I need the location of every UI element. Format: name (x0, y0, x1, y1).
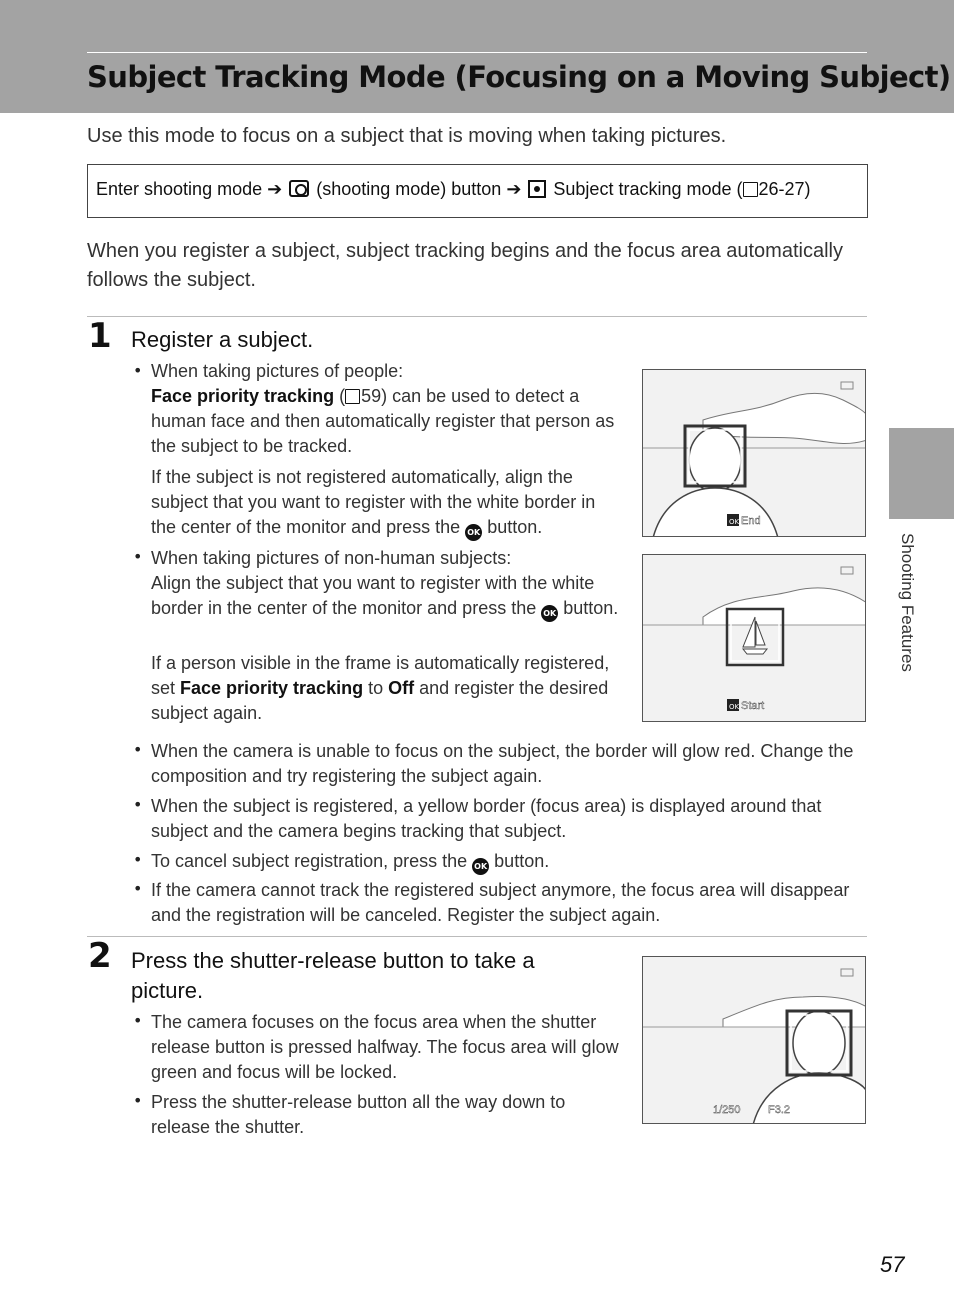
bullet-dot: • (133, 850, 143, 869)
bullet-dot: • (133, 795, 143, 814)
bullet-dot: • (133, 547, 143, 566)
step-1-bullet-3: When the camera is unable to focus on the subject, the border will glow red. Change the composition and try registering the subject again. (151, 741, 854, 786)
intro-text: Use this mode to focus on a subject that is moving when taking pictures. (87, 125, 727, 147)
step-1-bullet-1-para2 (151, 465, 621, 541)
step-1-bullet-2 (151, 546, 621, 622)
description-text: When you register a subject, subject tracking begins and the focus area automatically follows the subject. (87, 240, 843, 291)
divider (87, 936, 867, 937)
step-1-bullet-4: When the subject is registered, a yellow border (focus area) is displayed around that subject and the camera begins tracking that subject. (151, 796, 822, 841)
step-1-number: 1 (88, 316, 112, 356)
step-2-bullet-2: Press the shutter-release button all the way down to release the shutter. (151, 1092, 566, 1137)
bullet-5-text-end: button. (489, 851, 550, 871)
step-1-bullet-2-para2 (151, 651, 621, 726)
monitor-figure-focus-locked (642, 956, 866, 1124)
header-band (0, 0, 954, 113)
step-1-heading: Register a subject. (131, 327, 314, 352)
subject-tracking-icon (528, 180, 546, 198)
nav-ref: 26-27) (758, 179, 811, 199)
nav-part3: Subject tracking mode ( (548, 179, 743, 199)
side-tab (889, 428, 954, 519)
ok-button-icon: OK (541, 605, 558, 622)
bullet-dot: • (133, 1091, 143, 1110)
step-2-number: 2 (88, 936, 112, 976)
bullet-5-text: To cancel subject registration, press the (151, 851, 473, 871)
step-2-heading: Press the shutter-release button to take a picture. (131, 948, 535, 1003)
bullet-1-intro: When taking pictures of people: (151, 361, 404, 381)
bullet-dot: • (133, 740, 143, 759)
step-2-bullet-1: The camera focuses on the focus area when the shutter release button is pressed halfway. The focus area will glow green and focus will be locked. (151, 1012, 619, 1082)
para2-text: If a person visible in the frame is automatically registered, set (151, 653, 610, 698)
para2-text-end: button. (482, 517, 543, 537)
nav-part1: Enter shooting mode ➔ (96, 179, 288, 199)
step-1-bullet-6: If the camera cannot track the registered subject anymore, the focus area will disappear and the registration will be canceled. Register the subject again. (151, 880, 850, 925)
aperture-readout: F3.2 (768, 1104, 791, 1116)
face-priority-label: Face priority tracking (151, 386, 335, 406)
page-title: Subject Tracking Mode (Focusing on a Moving Subject) (87, 60, 951, 94)
para2-text-end: and register the desired subject again. (151, 678, 609, 723)
shutter-speed-readout: 1/250 (713, 1104, 741, 1116)
nav-part2: (shooting mode) button ➔ (311, 179, 527, 199)
header-rule (87, 52, 867, 53)
step-1-bullet-1 (151, 359, 621, 459)
monitor-figure-boat (642, 554, 866, 722)
face-priority-label: Face priority tracking (180, 678, 364, 698)
bullet-dot: • (133, 1011, 143, 1030)
mode-navigation-text (96, 179, 811, 200)
para2-to: to (363, 678, 389, 698)
page-number: 57 (880, 1252, 905, 1277)
bullet-2-intro: When taking pictures of non-human subjects: (151, 548, 512, 568)
ok-button-icon: OK (465, 524, 482, 541)
fig1-end-label: End (741, 515, 761, 527)
bullet-2-text-end: button. (558, 598, 619, 618)
bullet-dot: • (133, 879, 143, 898)
bullet-2-text: Align the subject that you want to register with the white border in the center of the monitor and press the (151, 573, 595, 618)
mode-navigation-box (87, 164, 868, 218)
ok-button-icon: OK (472, 858, 489, 875)
fig2-start-label: Start (741, 700, 765, 712)
camera-icon (289, 180, 309, 197)
step-1-bullet-5 (151, 849, 867, 875)
bullet-dot: • (133, 361, 143, 380)
side-tab-label: Shooting Features (898, 533, 917, 672)
off-label: Off (388, 678, 415, 698)
bullet-1-ref: 59) can be used to detect a human face and then automatically register that person as the subject to be tracked. (151, 386, 615, 456)
divider (87, 316, 867, 317)
book-ref-icon (743, 182, 758, 197)
ok-label: OK (729, 703, 740, 711)
para2-text: If the subject is not registered automatically, align the subject that you want to register with the white border in the center of the monitor and press the (151, 467, 596, 537)
paren: ( (334, 386, 346, 406)
ok-label: OK (729, 518, 740, 526)
book-ref-icon (345, 389, 360, 404)
monitor-figure-face-registered (642, 369, 866, 537)
